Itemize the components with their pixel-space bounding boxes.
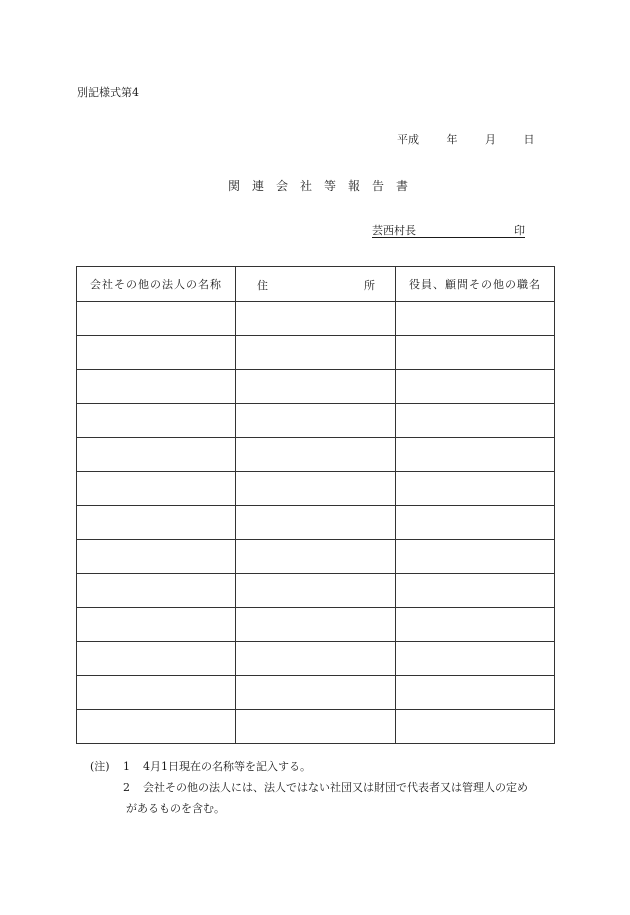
table-row (77, 404, 555, 438)
cell-address[interactable] (236, 506, 396, 540)
table-row (77, 574, 555, 608)
note-number: 1 (123, 760, 130, 773)
cell-address[interactable] (236, 676, 396, 710)
cell-company-name[interactable] (77, 642, 236, 676)
column-header-position: 役員、顧問その他の職名 (396, 267, 555, 302)
table-row (77, 642, 555, 676)
cell-address[interactable] (236, 302, 396, 336)
signatory-name: 芸西村長 (372, 224, 416, 237)
column-header-address (236, 267, 396, 302)
cell-position[interactable] (396, 506, 555, 540)
table-row (77, 710, 555, 744)
date-day-unit: 日 (523, 133, 535, 146)
column-header-address-part-1: 住 (257, 279, 268, 292)
cell-company-name[interactable] (77, 336, 236, 370)
cell-address[interactable] (236, 438, 396, 472)
table-row (77, 676, 555, 710)
cell-address[interactable] (236, 642, 396, 676)
cell-address[interactable] (236, 404, 396, 438)
note-text: 会社その他の法人には、法人ではない社団又は財団で代表者又は管理人の定め (143, 781, 528, 794)
cell-address[interactable] (236, 710, 396, 744)
report-table (76, 266, 555, 744)
cell-company-name[interactable] (77, 540, 236, 574)
document-title: 関連会社等報告書 (228, 179, 421, 193)
cell-address[interactable] (236, 608, 396, 642)
cell-position[interactable] (396, 302, 555, 336)
form-number: 別記様式第4 (77, 86, 139, 99)
cell-company-name[interactable] (77, 370, 236, 404)
cell-company-name[interactable] (77, 404, 236, 438)
cell-position[interactable] (396, 710, 555, 744)
note-text: 4月1日現在の名称等を記入する。 (143, 760, 311, 773)
table-body (77, 302, 555, 744)
cell-company-name[interactable] (77, 710, 236, 744)
note-number: 2 (123, 781, 130, 794)
note-row-2 (90, 778, 570, 799)
table-row (77, 506, 555, 540)
cell-company-name[interactable] (77, 608, 236, 642)
cell-position[interactable] (396, 404, 555, 438)
cell-position[interactable] (396, 438, 555, 472)
table-header-row (77, 267, 555, 302)
cell-company-name[interactable] (77, 438, 236, 472)
cell-position[interactable] (396, 336, 555, 370)
cell-address[interactable] (236, 574, 396, 608)
table-row (77, 608, 555, 642)
cell-position[interactable] (396, 370, 555, 404)
date-month-unit: 月 (485, 133, 496, 146)
notes-label: (注) (90, 760, 110, 773)
cell-position[interactable] (396, 642, 555, 676)
note-text-continuation: があるものを含む。 (126, 802, 225, 815)
seal-mark: 印 (514, 224, 525, 237)
table-row (77, 370, 555, 404)
cell-address[interactable] (236, 472, 396, 506)
cell-company-name[interactable] (77, 472, 236, 506)
cell-position[interactable] (396, 608, 555, 642)
table-row (77, 336, 555, 370)
date-line (397, 131, 535, 147)
date-year-unit: 年 (446, 133, 458, 146)
cell-company-name[interactable] (77, 574, 236, 608)
table-row (77, 438, 555, 472)
table-row (77, 472, 555, 506)
cell-address[interactable] (236, 336, 396, 370)
cell-company-name[interactable] (77, 676, 236, 710)
cell-company-name[interactable] (77, 302, 236, 336)
note-row-2-continuation (90, 799, 570, 820)
cell-company-name[interactable] (77, 506, 236, 540)
cell-address[interactable] (236, 540, 396, 574)
column-header-company-name: 会社その他の法人の名称 (77, 267, 236, 302)
table-row (77, 302, 555, 336)
column-header-address-part-2: 所 (364, 279, 375, 292)
table-row (77, 540, 555, 574)
cell-position[interactable] (396, 676, 555, 710)
signature-line[interactable] (372, 222, 525, 238)
notes (90, 757, 570, 820)
date-era: 平成 (397, 133, 419, 146)
cell-address[interactable] (236, 370, 396, 404)
cell-position[interactable] (396, 472, 555, 506)
cell-position[interactable] (396, 574, 555, 608)
cell-position[interactable] (396, 540, 555, 574)
note-row-1 (90, 757, 570, 778)
